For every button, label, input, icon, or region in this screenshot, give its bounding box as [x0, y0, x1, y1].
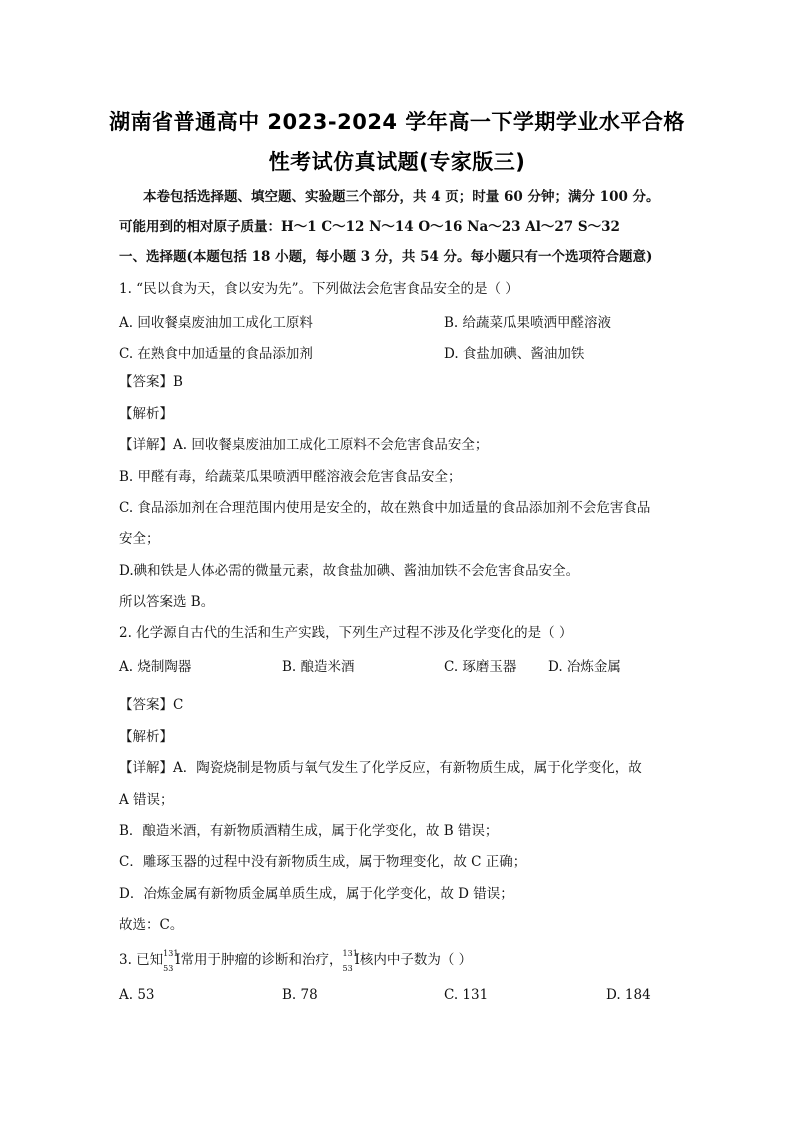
mass-number: 131	[163, 949, 179, 958]
nuclide-notation	[163, 949, 179, 973]
question-1-detail-line: 【详解】A. 回收餐桌废油加工成化工原料不会危害食品安全；	[119, 437, 489, 453]
question-3-option-b: B. 78	[282, 987, 318, 1003]
atomic-number: 53	[163, 964, 174, 973]
question-1-option-b: B. 给蔬菜瓜果喷洒甲醛溶液	[444, 315, 612, 331]
question-1-analysis-label: 【解析】	[119, 406, 173, 422]
question-1-answer: 【答案】B	[119, 374, 183, 390]
question-3-stem	[119, 949, 679, 973]
question-1-option-d: D. 食盐加碘、酱油加铁	[444, 346, 585, 362]
question-2-detail-line: C．雕琢玉器的过程中没有新物质生成，属于物理变化，故 C 正确；	[119, 854, 527, 870]
question-1-stem: 1. “民以食为天，食以安为先”。下列做法会危害食品安全的是（ ）	[119, 281, 519, 297]
question-3-option-a: A. 53	[119, 987, 155, 1003]
question-3-option-d: D. 184	[606, 987, 651, 1003]
title-line-2: 性考试仿真试题(专家版三)	[268, 150, 526, 174]
question-1-option-a: A. 回收餐桌废油加工成化工原料	[119, 315, 313, 331]
question-3-stem-part: 常用于肿瘤的诊断和治疗，	[180, 952, 343, 968]
question-2-option-b: B. 酿造米酒	[282, 659, 355, 675]
question-2-stem: 2. 化学源自古代的生活和生产实践，下列生产过程不涉及化学变化的是（ ）	[119, 625, 573, 641]
element-symbol: I	[175, 952, 181, 968]
question-1-detail-line: B. 甲醛有毒，给蔬菜瓜果喷洒甲醛溶液会危害食品安全；	[119, 469, 462, 485]
question-2-detail-line: 故选：C。	[119, 917, 184, 933]
question-1-detail-line: C. 食品添加剂在合理范围内使用是安全的，故在熟食中加适量的食品添加剂不会危害食品	[119, 500, 651, 516]
section-heading: 一、选择题(本题包括 18 小题，每小题 3 分，共 54 分。每小题只有一个选项符合题意)	[119, 249, 653, 265]
question-1-detail-line: D.碘和铁是人体必需的微量元素，故食盐加碘、酱油加铁不会危害食品安全。	[119, 563, 580, 579]
question-3-stem-part: 核内中子数为（ ）	[359, 952, 473, 968]
question-1-detail-line: 所以答案选 B。	[119, 594, 215, 610]
question-2-detail-line: A 错误；	[119, 792, 174, 808]
question-2-answer: 【答案】C	[119, 697, 184, 713]
atomic-masses: 可能用到的相对原子质量：H～1 C～12 N～14 O～16 Na～23 Al～27 S～32	[119, 219, 620, 235]
question-3-option-c: C. 131	[444, 987, 489, 1003]
element-symbol: I	[354, 952, 360, 968]
question-1-option-c: C. 在熟食中加适量的食品添加剂	[119, 346, 313, 362]
question-2-detail-line: D．冶炼金属有新物质金属单质生成，属于化学变化，故 D 错误；	[119, 886, 514, 902]
mass-number: 131	[342, 949, 358, 958]
question-2-option-c: C. 琢磨玉器	[444, 659, 517, 675]
atomic-number: 53	[342, 964, 353, 973]
question-2-detail-line: 【详解】A．陶瓷烧制是物质与氧气发生了化学反应，有新物质生成，属于化学变化，故	[119, 760, 642, 776]
question-2-detail-line: B．酿造米酒，有新物质酒精生成，属于化学变化，故 B 错误；	[119, 823, 499, 839]
question-2-option-a: A. 烧制陶器	[119, 659, 192, 675]
question-2-option-d: D. 冶炼金属	[548, 659, 621, 675]
nuclide-notation	[342, 949, 358, 973]
question-3-stem-part: 3. 已知	[119, 952, 164, 968]
question-2-analysis-label: 【解析】	[119, 729, 173, 745]
title-line-1: 湖南省普通高中 2023-2024 学年高一下学期学业水平合格	[109, 110, 685, 134]
exam-info: 本卷包括选择题、填空题、实验题三个部分，共 4 页；时量 60 分钟；满分 100 分。	[143, 189, 660, 205]
question-1-detail-line: 安全；	[119, 531, 160, 547]
